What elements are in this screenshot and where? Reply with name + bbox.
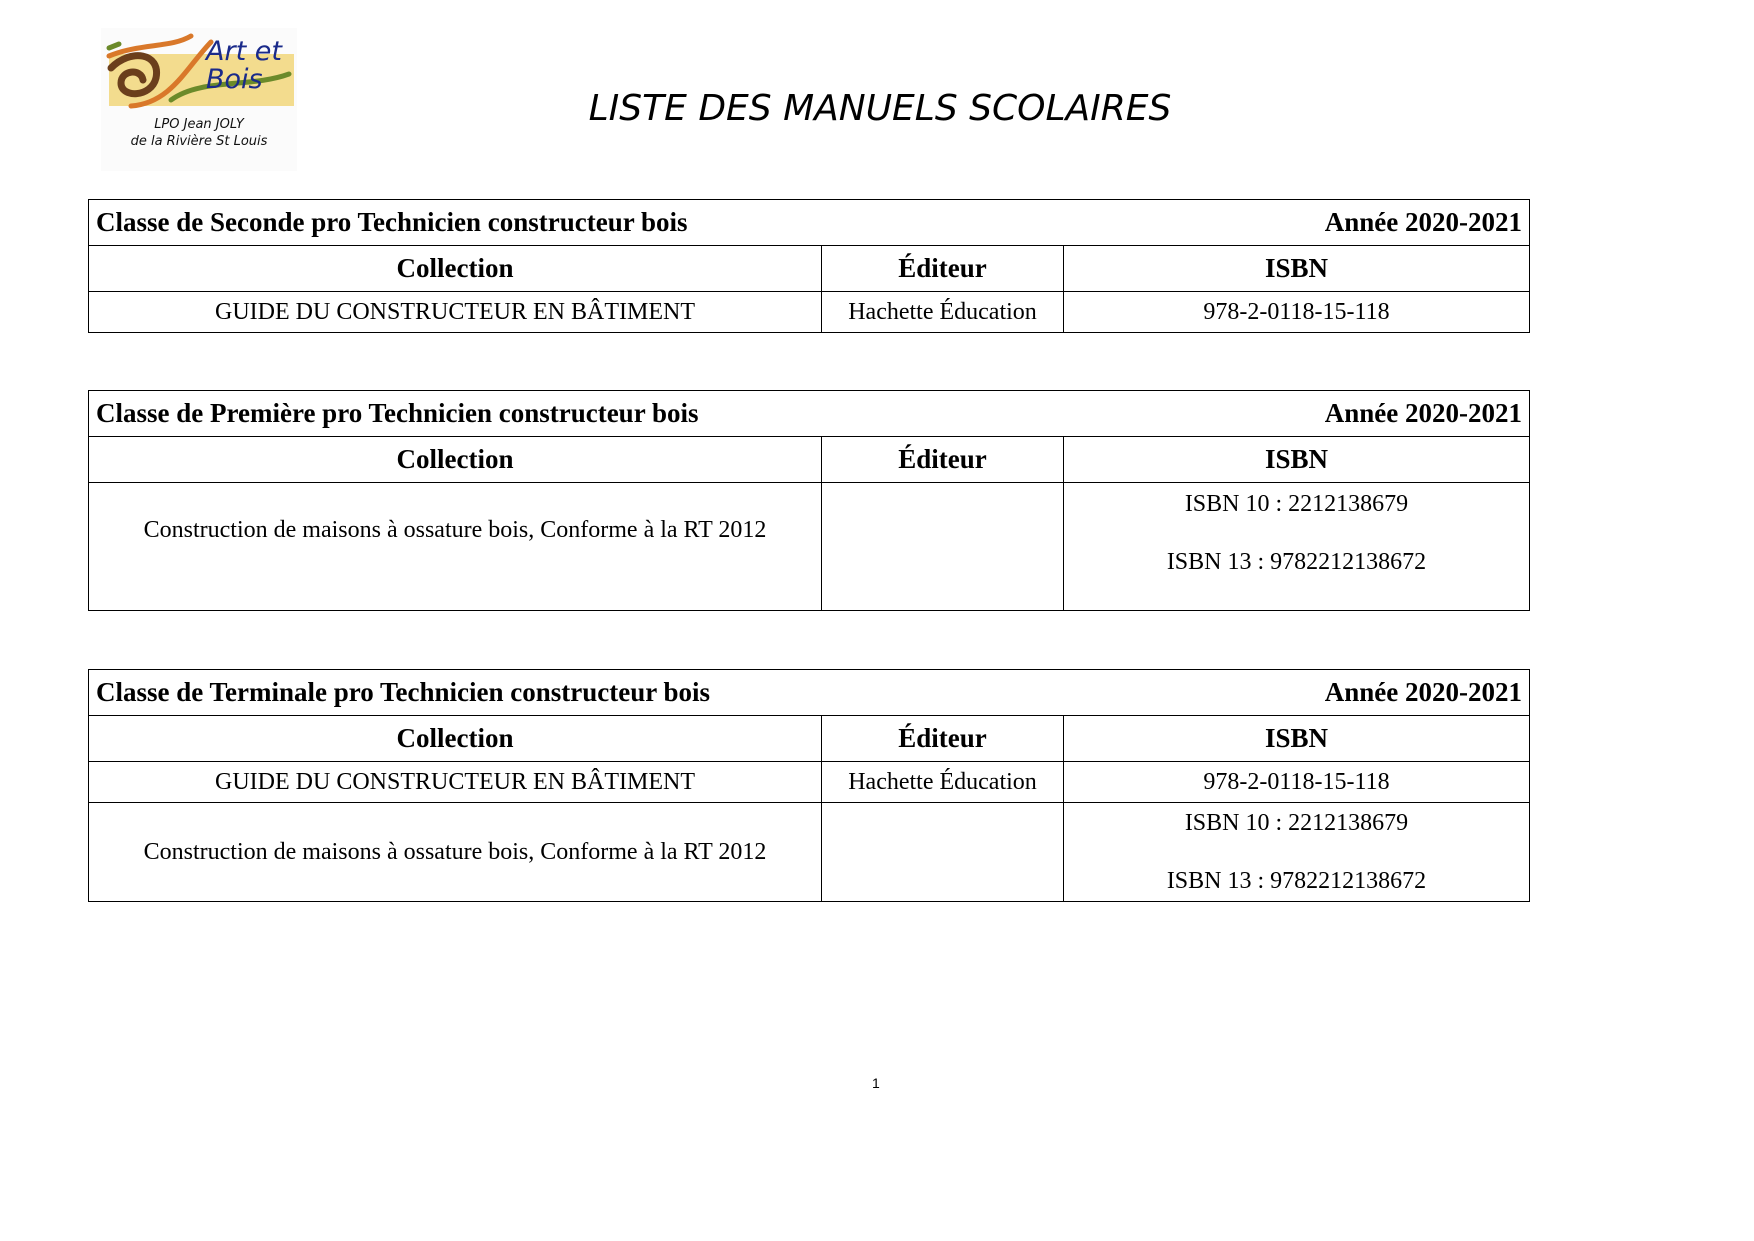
header-isbn: ISBN bbox=[1064, 246, 1530, 292]
isbn13: ISBN 13 : 9782212138672 bbox=[1166, 868, 1427, 894]
cell-collection: Construction de maisons à ossature bois, Conforme à la RT 2012 bbox=[89, 483, 822, 611]
logo-line1: LPO Jean JOLY bbox=[154, 117, 244, 132]
table-row bbox=[89, 292, 1530, 333]
header-collection: Collection bbox=[89, 716, 822, 762]
cell-editeur bbox=[822, 483, 1064, 611]
header-editeur: Éditeur bbox=[822, 437, 1064, 483]
header-isbn: ISBN bbox=[1064, 716, 1530, 762]
page-number: 1 bbox=[872, 1075, 880, 1091]
isbn13: ISBN 13 : 9782212138672 bbox=[1166, 549, 1427, 575]
header-isbn: ISBN bbox=[1064, 437, 1530, 483]
class-label: Classe de Première pro Technicien constructeur bois bbox=[96, 398, 699, 428]
year-label: Année 2020-2021 bbox=[1324, 398, 1522, 428]
table-row bbox=[89, 762, 1530, 803]
table-premiere bbox=[88, 390, 1530, 611]
cell-isbn: 978-2-0118-15-118 bbox=[1064, 292, 1530, 333]
table-caption bbox=[89, 670, 1530, 716]
cell-editeur bbox=[822, 803, 1064, 902]
cell-collection: GUIDE DU CONSTRUCTEUR EN BÂTIMENT bbox=[89, 292, 822, 333]
isbn10: ISBN 10 : 2212138679 bbox=[1184, 810, 1409, 836]
header-editeur: Éditeur bbox=[822, 246, 1064, 292]
logo-line2: de la Rivière St Louis bbox=[130, 134, 268, 149]
class-label: Classe de Terminale pro Technicien constructeur bois bbox=[96, 677, 711, 707]
logo-text: Art et Bois bbox=[206, 36, 282, 95]
page-title: LISTE DES MANUELS SCOLAIRES bbox=[588, 88, 1172, 129]
table-terminale bbox=[88, 669, 1530, 902]
header-editeur: Éditeur bbox=[822, 716, 1064, 762]
class-label: Classe de Seconde pro Technicien constructeur bois bbox=[96, 207, 688, 237]
table-seconde bbox=[88, 199, 1530, 333]
header-collection: Collection bbox=[89, 437, 822, 483]
cell-isbn bbox=[1064, 803, 1530, 902]
cell-editeur: Hachette Éducation bbox=[822, 762, 1064, 803]
cell-isbn bbox=[1064, 483, 1530, 611]
cell-editeur: Hachette Éducation bbox=[822, 292, 1064, 333]
isbn10: ISBN 10 : 2212138679 bbox=[1184, 491, 1409, 517]
year-label: Année 2020-2021 bbox=[1324, 207, 1522, 237]
header-collection: Collection bbox=[89, 246, 822, 292]
table-caption bbox=[89, 391, 1530, 437]
cell-collection: Construction de maisons à ossature bois, Conforme à la RT 2012 bbox=[89, 803, 822, 902]
cell-isbn: 978-2-0118-15-118 bbox=[1064, 762, 1530, 803]
table-row bbox=[89, 483, 1530, 611]
table-caption bbox=[89, 200, 1530, 246]
table-row bbox=[89, 803, 1530, 902]
cell-collection: GUIDE DU CONSTRUCTEUR EN BÂTIMENT bbox=[89, 762, 822, 803]
year-label: Année 2020-2021 bbox=[1324, 677, 1522, 707]
